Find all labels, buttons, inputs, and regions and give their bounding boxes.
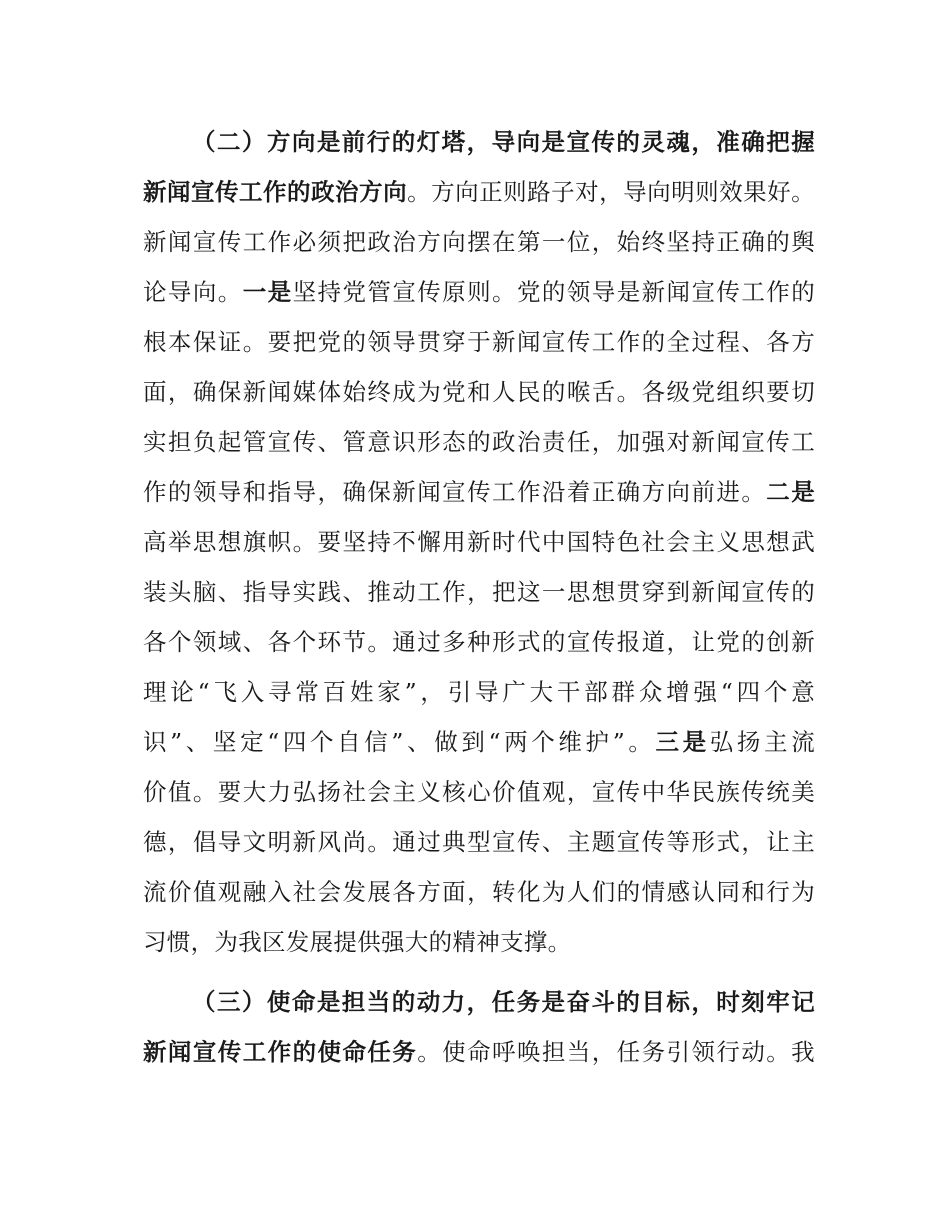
emphasis-text: 三是 bbox=[655, 728, 710, 756]
body-text: 各个领域、各个环节。通过多种形式的宣传报道，让党的创新 bbox=[143, 628, 815, 656]
body-text: 面，确保新闻媒体始终成为党和人民的喉舌。各级党组织要切 bbox=[143, 378, 815, 406]
paragraph-line-17 bbox=[143, 922, 815, 962]
body-text: 价值。要大力弘扬社会主义核心价值观，宣传中华民族传统美 bbox=[143, 778, 815, 806]
body-text: 实担负起管宣传、管意识形态的政治责任，加强对新闻宣传工 bbox=[143, 428, 815, 456]
paragraph-line-15 bbox=[143, 822, 815, 862]
body-text: 习惯，为我区发展提供强大的精神支撑。 bbox=[143, 928, 572, 956]
body-text: 高举思想旗帜。要坚持不懈用新时代中国特色社会主义思想武 bbox=[143, 528, 815, 556]
paragraph-line-11 bbox=[143, 622, 815, 662]
paragraph-line-19 bbox=[143, 1032, 815, 1072]
body-text: 根本保证。要把党的领导贯穿于新闻宣传工作的全过程、各方 bbox=[143, 328, 815, 356]
heading-section-3-line-1 bbox=[192, 982, 815, 1022]
paragraph-line-7 bbox=[143, 422, 815, 462]
heading-text: 新闻宣传工作的使命任务 bbox=[143, 1038, 418, 1066]
body-text: 新闻宣传工作必须把政治方向摆在第一位，始终坚持正确的舆 bbox=[143, 228, 815, 256]
body-text: 识”、坚定“四个自信”、做到“两个维护”。 bbox=[143, 728, 656, 756]
emphasis-text: 二是 bbox=[766, 478, 815, 506]
paragraph-line-3 bbox=[143, 222, 815, 262]
paragraph-line-5 bbox=[143, 322, 815, 362]
body-text: 理论“飞入寻常百姓家”，引导广大干部群众增强“四个意 bbox=[143, 678, 815, 706]
paragraph-line-8 bbox=[143, 472, 815, 512]
heading-section-2-line-1 bbox=[192, 122, 815, 162]
paragraph-line-6 bbox=[143, 372, 815, 412]
body-text: 。方向正则路子对，导向明则效果好。 bbox=[407, 178, 815, 206]
paragraph-line-4 bbox=[143, 272, 815, 312]
body-text: 作的领导和指导，确保新闻宣传工作沿着正确方向前进。 bbox=[143, 478, 767, 506]
emphasis-text: 一是 bbox=[242, 278, 293, 306]
paragraph-line-16 bbox=[143, 872, 815, 912]
heading-text: （二）方向是前行的灯塔，导向是宣传的灵魂，准确把握 bbox=[192, 128, 815, 156]
body-text: 。使命呼唤担当，任务引领行动。我 bbox=[417, 1038, 815, 1066]
body-text: 论导向。 bbox=[143, 278, 243, 306]
paragraph-line-2 bbox=[143, 172, 815, 212]
body-text: 装头脑、指导实践、推动工作，把这一思想贯穿到新闻宣传的 bbox=[143, 578, 815, 606]
body-text: 流价值观融入社会发展各方面，转化为人们的情感认同和行为 bbox=[143, 878, 815, 906]
heading-text: （三）使命是担当的动力，任务是奋斗的目标，时刻牢记 bbox=[192, 988, 815, 1016]
paragraph-line-13 bbox=[143, 722, 815, 762]
paragraph-line-9 bbox=[143, 522, 815, 562]
paragraph-line-12 bbox=[143, 672, 815, 712]
paragraph-line-10 bbox=[143, 572, 815, 612]
paragraph-line-14 bbox=[143, 772, 815, 812]
heading-text: 新闻宣传工作的政治方向 bbox=[143, 178, 408, 206]
body-text: 坚持党管宣传原则。党的领导是新闻宣传工作的 bbox=[292, 278, 816, 306]
body-text: 弘扬主流 bbox=[709, 728, 815, 756]
body-text: 德，倡导文明新风尚。通过典型宣传、主题宣传等形式，让主 bbox=[143, 828, 815, 856]
